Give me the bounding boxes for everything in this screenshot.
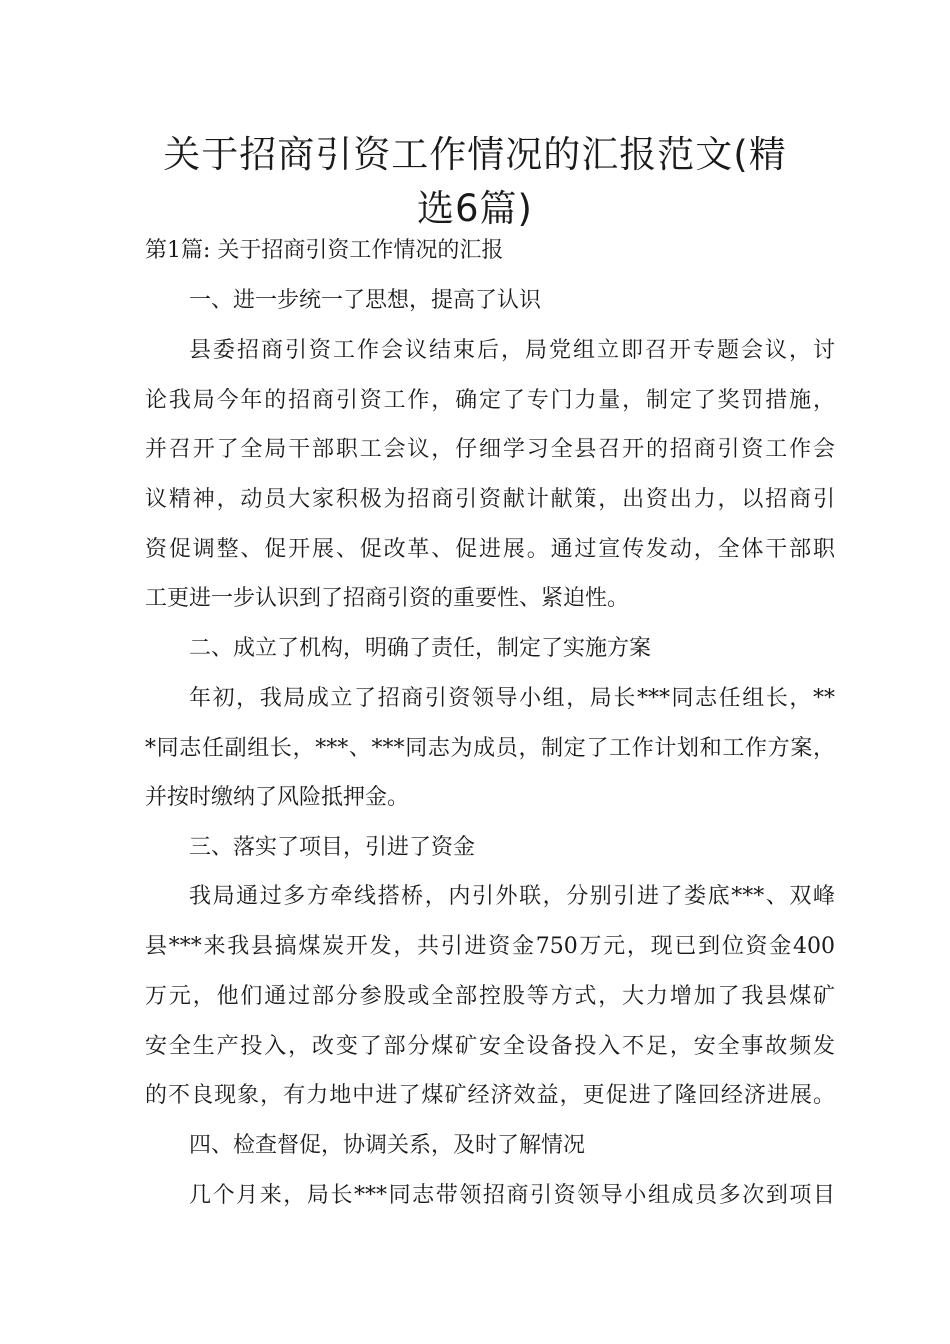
paragraph-line: 并召开了全局干部职工会议，仔细学习全县召开的招商引资工作会 xyxy=(145,437,835,462)
paragraph-line: 的不良现象，有力地中进了煤矿经济效益，更促进了隆回经济进展。 xyxy=(145,1083,835,1108)
paragraph-line: 安全生产投入，改变了部分煤矿安全设备投入不足，安全事故频发 xyxy=(145,1034,835,1059)
paragraph-line: 县委招商引资工作会议结束后，局党组立即召开专题会议，讨 xyxy=(189,338,835,363)
section-heading-4: 四、检查督促，协调关系，及时了解情况 xyxy=(189,1133,586,1158)
title-line-2: 选6篇) xyxy=(417,187,533,230)
paragraph-line: *同志任副组长，***、***同志为成员，制定了工作计划和工作方案， xyxy=(145,736,835,761)
title-line-1: 关于招商引资工作情况的汇报范文(精 xyxy=(163,133,787,176)
paragraph-line: 几个月来，局长***同志带领招商引资领导小组成员多次到项目 xyxy=(189,1183,835,1208)
paragraph-line: 万元，他们通过部分参股或全部控股等方式，大力增加了我县煤矿 xyxy=(145,984,835,1009)
section-heading-1: 一、进一步统一了思想，提高了认识 xyxy=(189,288,542,313)
paragraph-line: 资促调整、促开展、促改革、促进展。通过宣传发动，全体干部职 xyxy=(145,537,835,562)
document-title xyxy=(100,128,850,236)
paragraph-line: 年初，我局成立了招商引资领导小组，局长***同志任组长，** xyxy=(189,686,835,711)
paragraph-line: 议精神，动员大家积极为招商引资献计献策，出资出力，以招商引 xyxy=(145,487,835,512)
paragraph-line: 并按时缴纳了风险抵押金。 xyxy=(145,785,410,810)
paragraph-line: 论我局今年的招商引资工作，确定了专门力量，制定了奖罚措施， xyxy=(145,388,835,413)
section-subtitle: 第1篇: 关于招商引资工作情况的汇报 xyxy=(145,238,504,263)
section-heading-3: 三、落实了项目，引进了资金 xyxy=(189,835,476,860)
paragraph-line: 县***来我县搞煤炭开发，共引进资金750万元，现已到位资金400 xyxy=(145,934,835,959)
paragraph-line: 我局通过多方牵线搭桥，内引外联，分别引进了娄底***、双峰 xyxy=(189,884,835,909)
section-heading-2: 二、成立了机构，明确了责任，制定了实施方案 xyxy=(189,636,652,661)
paragraph-line: 工更进一步认识到了招商引资的重要性、紧迫性。 xyxy=(145,586,630,611)
